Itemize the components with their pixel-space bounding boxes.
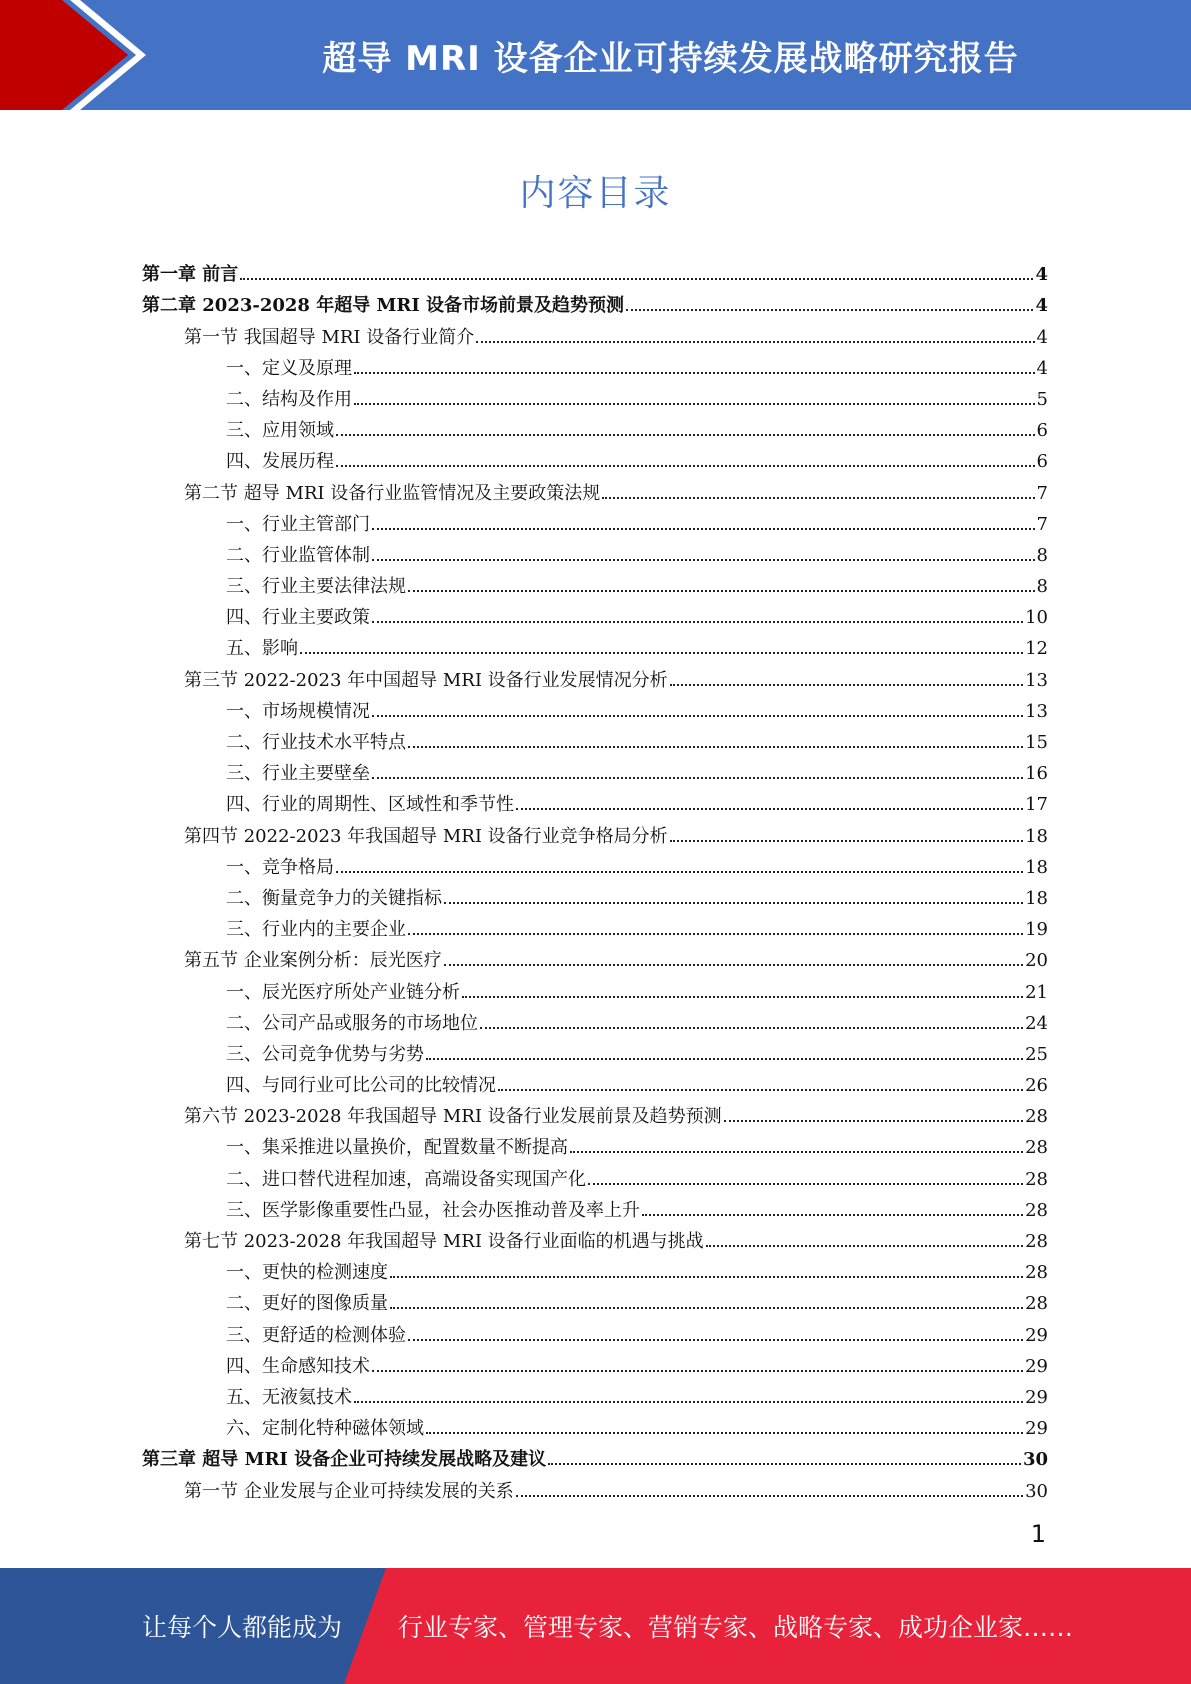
- toc-leader-dots: [408, 746, 1023, 748]
- toc-leader-dots: [724, 1120, 1023, 1122]
- toc-entry[interactable]: [142, 723, 1048, 754]
- toc-entry-label: 三、公司竞争优势与劣势: [226, 1043, 424, 1065]
- toc-leader-dots: [480, 1027, 1023, 1029]
- toc-leader-dots: [548, 1463, 1021, 1465]
- toc-entry-label: 一、竞争格局: [226, 856, 334, 878]
- toc-entry-page: 29: [1025, 1355, 1048, 1377]
- table-of-contents: [142, 255, 1048, 1503]
- toc-entry-label: 二、更好的图像质量: [226, 1293, 388, 1315]
- toc-leader-dots: [602, 497, 1034, 499]
- toc-entry[interactable]: [142, 1347, 1048, 1378]
- toc-entry-page: 18: [1025, 856, 1048, 878]
- toc-entry-label: 第一章 前言: [142, 264, 239, 286]
- toc-entry[interactable]: [142, 349, 1048, 380]
- toc-entry-label: 第五节 企业案例分析：辰光医疗: [184, 950, 442, 972]
- toc-entry[interactable]: [142, 1035, 1048, 1066]
- toc-leader-dots: [372, 715, 1023, 717]
- toc-entry-page: 13: [1025, 700, 1048, 722]
- toc-entry[interactable]: [142, 1315, 1048, 1346]
- toc-leader-dots: [390, 1307, 1023, 1309]
- toc-entry-label: 第二节 超导 MRI 设备行业监管情况及主要政策法规: [184, 482, 601, 504]
- toc-entry-page: 29: [1025, 1386, 1048, 1408]
- toc-entry-page: 21: [1025, 981, 1048, 1003]
- toc-leader-dots: [354, 372, 1035, 374]
- toc-entry-page: 28: [1025, 1168, 1048, 1190]
- toc-leader-dots: [336, 434, 1035, 436]
- page-footer: [0, 1568, 1191, 1684]
- toc-entry-label: 三、行业内的主要企业: [226, 919, 406, 941]
- toc-leader-dots: [642, 1214, 1023, 1216]
- toc-entry[interactable]: [142, 660, 1048, 691]
- toc-entry-label: 二、结构及作用: [226, 388, 352, 410]
- toc-leader-dots: [408, 933, 1023, 935]
- toc-leader-dots: [516, 1495, 1023, 1497]
- toc-entry[interactable]: [142, 1004, 1048, 1035]
- toc-entry[interactable]: [142, 442, 1048, 473]
- page-header: [0, 0, 1191, 110]
- toc-entry-page: 28: [1025, 1137, 1048, 1159]
- toc-entry[interactable]: [142, 910, 1048, 941]
- toc-entry-page: 18: [1025, 825, 1048, 847]
- toc-entry[interactable]: [142, 1222, 1048, 1253]
- toc-entry-page: 28: [1025, 1199, 1048, 1221]
- toc-entry-label: 三、医学影像重要性凸显，社会办医推动普及率上升: [226, 1199, 640, 1221]
- toc-entry-label: 二、行业监管体制: [226, 544, 370, 566]
- toc-entry[interactable]: [142, 1066, 1048, 1097]
- toc-entry-page: 30: [1025, 1480, 1048, 1502]
- toc-entry[interactable]: [142, 1097, 1048, 1128]
- toc-entry[interactable]: [142, 598, 1048, 629]
- toc-entry-page: 16: [1025, 763, 1048, 785]
- toc-leader-dots: [336, 871, 1023, 873]
- toc-entry[interactable]: [142, 1253, 1048, 1284]
- toc-leader-dots: [670, 840, 1023, 842]
- toc-entry-label: 三、行业主要法律法规: [226, 576, 406, 598]
- toc-entry-page: 18: [1025, 887, 1048, 909]
- toc-entry-page: 13: [1025, 669, 1048, 691]
- toc-entry-label: 四、行业的周期性、区域性和季节性: [226, 794, 514, 816]
- toc-leader-dots: [408, 590, 1035, 592]
- toc-entry-label: 第一节 我国超导 MRI 设备行业简介: [184, 326, 475, 348]
- toc-entry-page: 6: [1036, 451, 1048, 473]
- toc-entry[interactable]: [142, 411, 1048, 442]
- toc-entry-label: 一、辰光医疗所处产业链分析: [226, 981, 460, 1003]
- toc-leader-dots: [372, 777, 1023, 779]
- toc-entry-label: 第四节 2022-2023 年我国超导 MRI 设备行业竞争格局分析: [184, 825, 668, 847]
- toc-entry-page: 28: [1025, 1293, 1048, 1315]
- toc-entry[interactable]: [142, 1471, 1048, 1502]
- toc-leader-dots: [408, 1339, 1023, 1341]
- toc-entry-page: 6: [1036, 420, 1048, 442]
- toc-entry-label: 五、无液氦技术: [226, 1386, 352, 1408]
- toc-leader-dots: [444, 902, 1023, 904]
- toc-entry-page: 29: [1025, 1418, 1048, 1440]
- toc-entry-label: 四、与同行业可比公司的比较情况: [226, 1075, 496, 1097]
- toc-entry-label: 二、进口替代进程加速，高端设备实现国产化: [226, 1168, 586, 1190]
- toc-entry-label: 四、行业主要政策: [226, 607, 370, 629]
- toc-entry-label: 二、公司产品或服务的市场地位: [226, 1012, 478, 1034]
- toc-entry-page: 20: [1025, 950, 1048, 972]
- toc-leader-dots: [336, 465, 1035, 467]
- toc-leader-dots: [588, 1183, 1023, 1185]
- toc-entry-page: 4: [1036, 326, 1048, 348]
- toc-entry-label: 一、市场规模情况: [226, 700, 370, 722]
- footer-slogan-left: 让每个人都能成为: [142, 1613, 343, 1642]
- toc-entry[interactable]: [142, 1378, 1048, 1409]
- toc-entry-label: 六、定制化特种磁体领域: [226, 1418, 424, 1440]
- toc-leader-dots: [372, 528, 1035, 530]
- toc-leader-dots: [498, 1089, 1023, 1091]
- toc-entry[interactable]: [142, 816, 1048, 847]
- toc-leader-dots: [426, 1432, 1023, 1434]
- toc-entry-page: 17: [1025, 794, 1048, 816]
- toc-entry-page: 4: [1036, 357, 1048, 379]
- toc-entry[interactable]: [142, 1409, 1048, 1440]
- toc-entry-label: 三、更舒适的检测体验: [226, 1324, 406, 1346]
- toc-entry-label: 三、行业主要壁垒: [226, 763, 370, 785]
- toc-leader-dots: [372, 1370, 1023, 1372]
- toc-entry[interactable]: [142, 473, 1048, 504]
- toc-entry[interactable]: [142, 692, 1048, 723]
- toc-entry[interactable]: [142, 1128, 1048, 1159]
- toc-entry-page: 28: [1025, 1231, 1048, 1252]
- toc-entry[interactable]: [142, 629, 1048, 660]
- toc-leader-dots: [354, 403, 1035, 405]
- toc-title: 内容目录: [519, 173, 672, 214]
- report-title: 超导 MRI 设备企业可持续发展战略研究报告: [322, 38, 1019, 79]
- toc-entry-page: 12: [1025, 638, 1048, 660]
- toc-entry-page: 15: [1025, 732, 1048, 753]
- toc-entry[interactable]: [142, 848, 1048, 879]
- toc-leader-dots: [476, 341, 1034, 343]
- toc-entry-label: 一、集采推进以量换价，配置数量不断提高: [226, 1137, 568, 1159]
- toc-entry-label: 第二章 2023-2028 年超导 MRI 设备市场前景及趋势预测: [142, 295, 625, 317]
- toc-entry-label: 五、影响: [226, 638, 298, 660]
- toc-entry[interactable]: [142, 567, 1048, 598]
- toc-entry-label: 一、定义及原理: [226, 357, 352, 379]
- toc-leader-dots: [444, 964, 1023, 966]
- toc-entry[interactable]: [142, 1440, 1048, 1471]
- toc-leader-dots: [372, 621, 1023, 623]
- toc-entry[interactable]: [142, 941, 1048, 972]
- toc-entry-label: 第六节 2023-2028 年我国超导 MRI 设备行业发展前景及趋势预测: [184, 1106, 722, 1128]
- toc-leader-dots: [706, 1245, 1023, 1247]
- header-arrow-decoration: [0, 0, 160, 110]
- toc-entry-page: 7: [1036, 482, 1048, 504]
- toc-entry-page: 5: [1036, 388, 1048, 410]
- toc-entry[interactable]: [142, 1191, 1048, 1222]
- toc-entry[interactable]: [142, 754, 1048, 785]
- toc-leader-dots: [372, 559, 1035, 561]
- toc-leader-dots: [300, 652, 1023, 654]
- toc-entry[interactable]: [142, 972, 1048, 1003]
- toc-entry[interactable]: [142, 255, 1048, 286]
- toc-entry-label: 第三节 2022-2023 年中国超导 MRI 设备行业发展情况分析: [184, 669, 668, 691]
- toc-entry-label: 四、生命感知技术: [226, 1355, 370, 1377]
- toc-entry-label: 四、发展历程: [226, 451, 334, 473]
- toc-entry-page: 28: [1025, 1262, 1048, 1284]
- toc-entry-page: 7: [1036, 513, 1048, 535]
- toc-entry[interactable]: [142, 1284, 1048, 1315]
- toc-entry-page: 8: [1036, 576, 1048, 598]
- toc-leader-dots: [462, 996, 1023, 998]
- toc-entry-page: 26: [1025, 1075, 1048, 1097]
- toc-leader-dots: [670, 684, 1023, 686]
- toc-entry[interactable]: [142, 536, 1048, 567]
- toc-leader-dots: [626, 309, 1033, 311]
- toc-entry[interactable]: [142, 286, 1048, 317]
- toc-entry-page: 4: [1035, 295, 1048, 317]
- toc-entry[interactable]: [142, 505, 1048, 536]
- toc-entry[interactable]: [142, 879, 1048, 910]
- toc-entry[interactable]: [142, 1159, 1048, 1190]
- toc-leader-dots: [426, 1058, 1023, 1060]
- toc-entry[interactable]: [142, 317, 1048, 348]
- toc-entry-label: 第一节 企业发展与企业可持续发展的关系: [184, 1480, 514, 1502]
- toc-leader-dots: [570, 1151, 1023, 1153]
- toc-entry-label: 一、更快的检测速度: [226, 1262, 388, 1284]
- toc-entry-page: 29: [1025, 1324, 1048, 1346]
- page-number: 1: [1030, 1520, 1046, 1548]
- toc-leader-dots: [390, 1276, 1023, 1278]
- toc-entry[interactable]: [142, 380, 1048, 411]
- toc-leader-dots: [240, 278, 1033, 280]
- toc-entry-label: 第三章 超导 MRI 设备企业可持续发展战略及建议: [142, 1449, 547, 1471]
- toc-leader-dots: [354, 1401, 1023, 1403]
- toc-leader-dots: [516, 808, 1023, 810]
- toc-entry-page: 10: [1025, 607, 1048, 629]
- toc-entry-page: 19: [1025, 919, 1048, 941]
- toc-entry-label: 二、行业技术水平特点: [226, 732, 406, 753]
- footer-slogan-right: 行业专家、管理专家、营销专家、战略专家、成功企业家……: [398, 1613, 1074, 1642]
- toc-entry-page: 25: [1025, 1043, 1048, 1065]
- toc-entry[interactable]: [142, 785, 1048, 816]
- toc-entry-page: 4: [1035, 264, 1048, 286]
- toc-entry-page: 30: [1022, 1449, 1048, 1471]
- toc-entry-page: 28: [1025, 1106, 1048, 1128]
- toc-entry-page: 8: [1036, 544, 1048, 566]
- toc-entry-label: 一、行业主管部门: [226, 513, 370, 535]
- toc-entry-label: 三、应用领域: [226, 420, 334, 442]
- toc-entry-label: 第七节 2023-2028 年我国超导 MRI 设备行业面临的机遇与挑战: [184, 1231, 704, 1252]
- toc-entry-page: 24: [1025, 1012, 1048, 1034]
- toc-entry-label: 二、衡量竞争力的关键指标: [226, 887, 442, 909]
